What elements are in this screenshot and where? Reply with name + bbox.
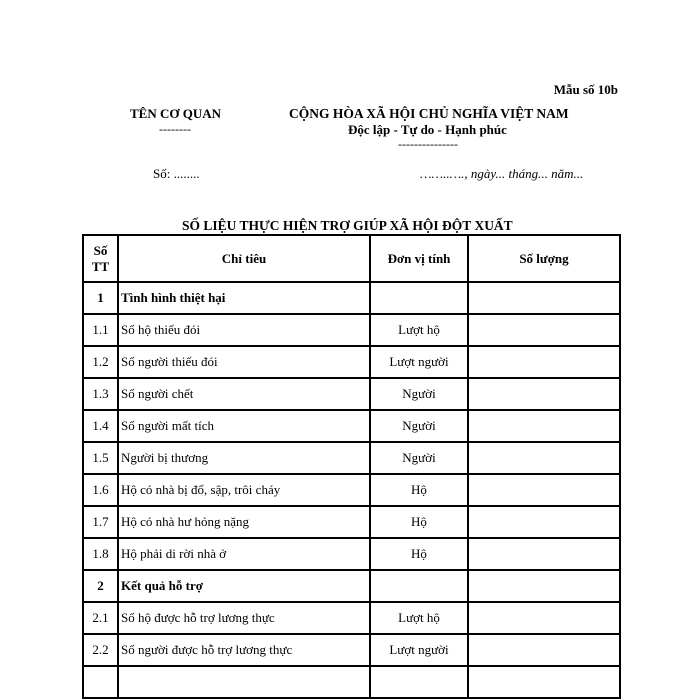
row-number: 2 [83,570,118,602]
table-row [83,666,620,698]
agency-name: TÊN CƠ QUAN [130,106,222,121]
row-unit [370,282,468,314]
row-number: 1.6 [83,474,118,506]
row-criteria: Số người chết [118,378,370,410]
row-number: 1.8 [83,538,118,570]
national-motto: Độc lập - Tự do - Hạnh phúc [348,122,507,137]
row-unit [370,666,468,698]
agency-divider: -------- [159,122,191,136]
header-quantity: Số lượng [468,235,620,282]
row-number: 2.2 [83,634,118,666]
table-body [83,282,620,698]
row-quantity-cell[interactable] [468,474,620,506]
table-row [83,602,620,634]
table-row [83,538,620,570]
table-row [83,442,620,474]
table-title: SỐ LIỆU THỰC HIỆN TRỢ GIÚP XÃ HỘI ĐỘT XUẤT [182,218,513,233]
row-unit: Hộ [370,474,468,506]
row-quantity-cell[interactable] [468,570,620,602]
row-quantity-cell[interactable] [468,346,620,378]
row-criteria: Người bị thương [118,442,370,474]
row-number: 1.5 [83,442,118,474]
row-unit: Người [370,378,468,410]
row-quantity-cell[interactable] [468,378,620,410]
row-unit: Hộ [370,538,468,570]
row-quantity-cell[interactable] [468,506,620,538]
nation-title: CỘNG HÒA XÃ HỘI CHỦ NGHĨA VIỆT NAM [289,106,569,121]
row-number: 1.3 [83,378,118,410]
header-criteria: Chỉ tiêu [118,235,370,282]
row-quantity-cell[interactable] [468,634,620,666]
row-number: 1.1 [83,314,118,346]
row-criteria: Số hộ được hỗ trợ lương thực [118,602,370,634]
table-header-row [83,235,620,282]
header-number [83,235,118,282]
header-number-line1: Số [93,242,108,258]
row-criteria: Tình hình thiệt hại [118,282,370,314]
row-criteria: Số người mất tích [118,410,370,442]
table-row [83,410,620,442]
row-unit: Lượt hộ [370,314,468,346]
table-row [83,378,620,410]
row-number: 2.1 [83,602,118,634]
row-number: 1.4 [83,410,118,442]
row-criteria: Số người được hỗ trợ lương thực [118,634,370,666]
row-criteria: Số hộ thiếu đói [118,314,370,346]
row-criteria: Hộ phải di rời nhà ở [118,538,370,570]
row-criteria [118,666,370,698]
row-quantity-cell[interactable] [468,538,620,570]
row-criteria: Hộ có nhà bị đổ, sập, trôi cháy [118,474,370,506]
row-quantity-cell[interactable] [468,602,620,634]
row-quantity-cell[interactable] [468,666,620,698]
row-quantity-cell[interactable] [468,410,620,442]
table-row [83,570,620,602]
document-number: Số: ........ [153,166,200,181]
row-unit: Người [370,410,468,442]
form-number: Mẫu số 10b [553,82,618,97]
row-quantity-cell[interactable] [468,442,620,474]
row-unit: Lượt hộ [370,602,468,634]
table-row [83,314,620,346]
date-line: ……..…., ngày... tháng... năm... [420,166,584,181]
row-unit: Người [370,442,468,474]
row-number: 1.2 [83,346,118,378]
row-unit [370,570,468,602]
row-number: 1 [83,282,118,314]
row-quantity-cell[interactable] [468,314,620,346]
header-number-line2: TT [91,258,110,274]
table-row [83,282,620,314]
motto-divider: --------------- [398,137,458,151]
table-row [83,474,620,506]
statistics-table [82,234,621,699]
header-unit: Đơn vị tính [370,235,468,282]
row-quantity-cell[interactable] [468,282,620,314]
row-unit: Lượt người [370,634,468,666]
row-unit: Lượt người [370,346,468,378]
row-number: 1.7 [83,506,118,538]
row-unit: Hộ [370,506,468,538]
row-criteria: Hộ có nhà hư hỏng nặng [118,506,370,538]
table-row [83,506,620,538]
row-criteria: Kết quả hỗ trợ [118,570,370,602]
row-number [83,666,118,698]
row-criteria: Số người thiếu đói [118,346,370,378]
table-row [83,634,620,666]
table-row [83,346,620,378]
